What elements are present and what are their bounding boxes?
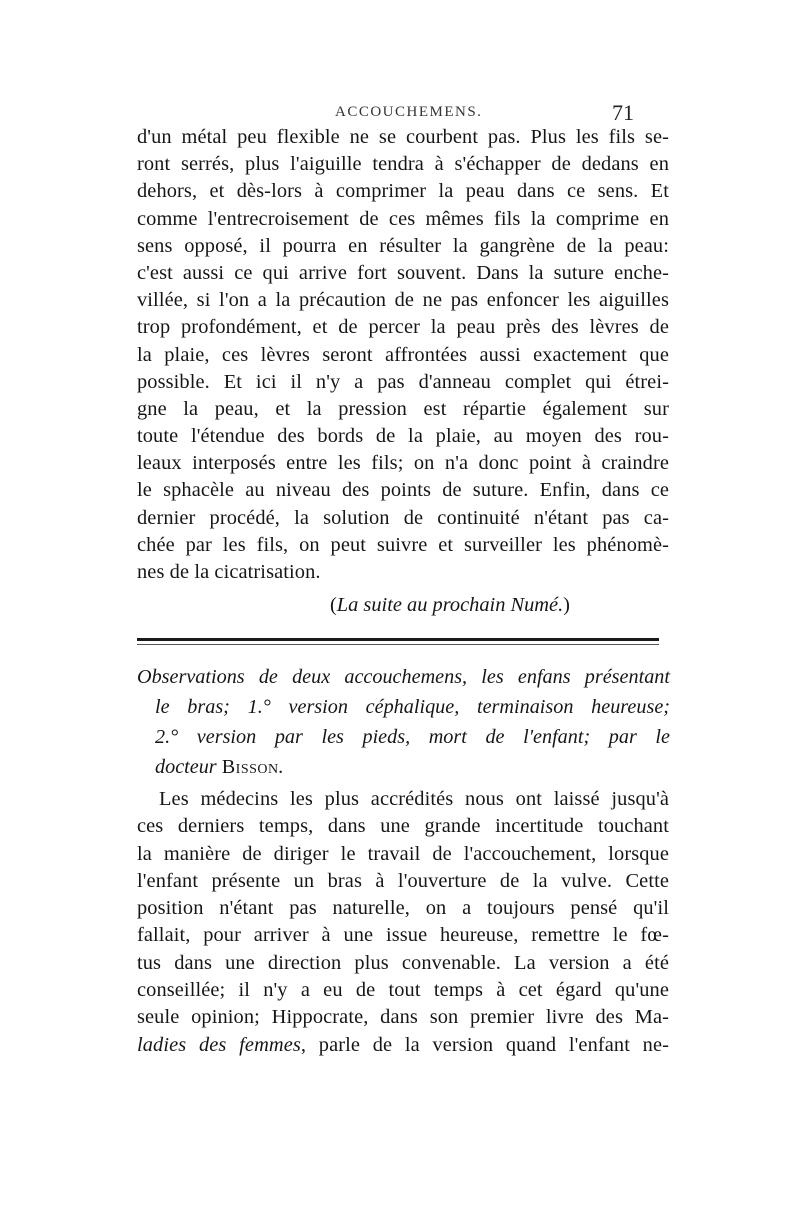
text-line: chée par les fils, on peut suivre et surveiller les phénomè- (137, 533, 669, 556)
text-line: leaux interposés entre les fils; on n'a donc point à craindre (137, 452, 669, 475)
italic-title: ladies des femmes (137, 1033, 301, 1056)
text-rest: , parle de la version quand l'enfant ne- (300, 1033, 669, 1056)
text-line: fallait, pour arriver à une issue heureuse, remettre le fœ- (137, 924, 669, 947)
text-line: seule opinion; Hippocrate, dans son premier livre des Ma- (137, 1006, 669, 1029)
continuation-note (330, 594, 570, 617)
page-number: 71 (612, 100, 634, 125)
text-line: possible. Et ici il n'y a pas d'anneau complet qui étrei- (137, 370, 669, 393)
text-line: gne la peau, et la pression est répartie également sur (137, 397, 669, 420)
article-heading (137, 662, 670, 782)
text-line: toute l'étendue des bords de la plaie, au moyen des rou- (137, 425, 669, 448)
text-line: dernier procédé, la solution de continuité n'étant pas ca- (137, 506, 669, 529)
running-title: ACCOUCHEMENS. (335, 104, 483, 120)
heading-line: le bras; 1.° version céphalique, terminaison heureuse; (155, 696, 670, 718)
text-line: ront serrés, plus l'aiguille tendra à s'échapper de dedans en (137, 153, 669, 176)
text-line: comme l'entrecroisement de ces mêmes fils la comprime en (137, 207, 669, 230)
text-line: sens opposé, il pourra en résulter la gangrène de la peau: (137, 234, 669, 257)
text-line: le sphacèle au niveau des points de suture. Enfin, dans ce (137, 479, 669, 502)
text-line: dehors, et dès-lors à comprimer la peau dans ce sens. Et (137, 180, 669, 203)
note-close-paren: ) (563, 594, 570, 616)
heading-author-suffix: . (278, 756, 284, 778)
note-open-paren: ( (330, 594, 337, 616)
note-text: La suite au prochain Numé. (336, 594, 564, 616)
text-line: tus dans une direction plus convenable. La version a été (137, 951, 669, 974)
text-line: la plaie, ces lèvres seront affrontées aussi exactement que (137, 343, 669, 366)
text-line: villée, si l'on a la précaution de ne pas enfoncer les aiguilles (137, 289, 669, 312)
section-divider-thick (137, 638, 659, 641)
continued-paragraph (137, 124, 669, 586)
text-line: ces derniers temps, dans une grande incertitude touchant (137, 815, 669, 838)
heading-line: 2.° version par les pieds, mort de l'enfant; par le (155, 726, 670, 748)
text-line: conseillée; il n'y a eu de tout temps à cet égard qu'une (137, 979, 669, 1002)
author-name: Bisson (221, 756, 279, 778)
article-body (137, 786, 669, 1059)
text-line: trop profondément, et de percer la peau près des lèvres de (137, 316, 669, 339)
text-line-last (137, 1032, 669, 1059)
heading-line: Observations de deux accouchemens, les enfans présentant (137, 666, 670, 688)
section-divider-thin (137, 644, 659, 645)
text-line: d'un métal peu flexible ne se courbent pas. Plus les fils se- (137, 126, 669, 148)
text-line: position n'étant pas naturelle, on a toujours pensé qu'il (137, 897, 669, 920)
text-line: l'enfant présente un bras à l'ouverture de la vulve. Cette (137, 869, 669, 892)
text-line: nes de la cicatrisation. (137, 561, 321, 583)
heading-author-prefix: docteur (155, 756, 222, 778)
text-line: c'est aussi ce qui arrive fort souvent. Dans la suture enche- (137, 261, 669, 284)
text-line: la manière de diriger le travail de l'accouchement, lorsque (137, 842, 669, 865)
text-line: Les médecins les plus accrédités nous ont laissé jusqu'à (159, 788, 669, 810)
heading-line-author (137, 752, 670, 782)
